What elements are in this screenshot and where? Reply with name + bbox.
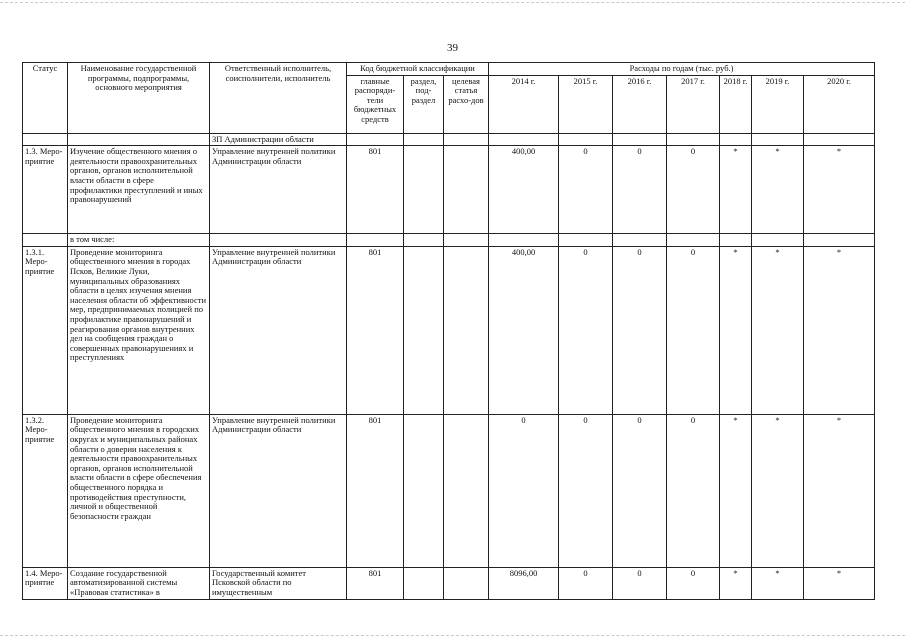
row-value-2019: * (752, 414, 804, 567)
bottom-border-line (0, 635, 905, 636)
row-status: 1.3. Меро-приятие (23, 146, 68, 234)
row-value-2017: 0 (667, 567, 720, 599)
row-value-2015: 0 (559, 246, 613, 414)
row-value-2016: 0 (613, 414, 667, 567)
header-csr: целевая статья расхо-дов (444, 75, 489, 133)
top-border-line (0, 2, 905, 3)
table-row (23, 567, 875, 599)
header-name: Наименование государственной программы, подпрограммы, основного мероприятия (68, 63, 210, 134)
row-status: 1.3.1. Меро-приятие (23, 246, 68, 414)
row-value-2020: * (804, 246, 875, 414)
row-value-2017: 0 (667, 246, 720, 414)
table-row (23, 146, 875, 234)
row-name: Изучение общественного мнения о деятельности правоохранительных органов, органов исполнительной власти области в сфере профилактики преступлений и иных правонарушений (68, 146, 210, 234)
row-value-2016: 0 (613, 146, 667, 234)
row-grbs: 801 (347, 567, 404, 599)
header-year-2018: 2018 г. (720, 75, 752, 133)
row-value-2018: * (720, 146, 752, 234)
row-value-2019: * (752, 146, 804, 234)
header-row-1 (23, 63, 875, 76)
header-grbs: главные распоряди-тели бюджетных средств (347, 75, 404, 133)
table-row (23, 246, 875, 414)
row-value-2018: * (720, 246, 752, 414)
row-executor: Государственный комитет Псковской области по имущественным (210, 567, 347, 599)
in-that-number-row (23, 234, 875, 247)
row-status: 1.3.2. Меро-приятие (23, 414, 68, 567)
page-number: 39 (447, 42, 458, 54)
row-value-2018: * (720, 414, 752, 567)
row-value-2014: 400,00 (489, 146, 559, 234)
row-value-2014: 400,00 (489, 246, 559, 414)
in-that-number-text: в том числе: (68, 234, 210, 247)
header-executor: Ответственный исполнитель, соисполнители, исполнитель (210, 63, 347, 134)
row-value-2017: 0 (667, 146, 720, 234)
row-value-2015: 0 (559, 414, 613, 567)
row-status: 1.4. Меро-приятие (23, 567, 68, 599)
carry-over-text: ЗП Администрации области (210, 133, 347, 146)
row-grbs: 801 (347, 146, 404, 234)
row-value-2014: 8096,00 (489, 567, 559, 599)
header-status: Статус (23, 63, 68, 134)
row-executor: Управление внутренней политики Администрации области (210, 146, 347, 234)
row-value-2016: 0 (613, 567, 667, 599)
table-row (23, 414, 875, 567)
row-value-2015: 0 (559, 146, 613, 234)
row-executor: Управление внутренней политики Администрации области (210, 414, 347, 567)
row-grbs: 801 (347, 414, 404, 567)
row-name: Проведение мониторинга общественного мнения в городах Псков, Великие Луки, муниципальных образованиях области в целях изучения мнения населения области об эффективности мер, предпринимаемых полицией по профилактике правонарушений и реагирования органов внутренних дел на сообщения граждан о совершенных правонарушениях и преступлениях (68, 246, 210, 414)
header-rzpr: раздел, под-раздел (404, 75, 444, 133)
row-value-2016: 0 (613, 246, 667, 414)
header-year-2016: 2016 г. (613, 75, 667, 133)
header-expenses: Расходы по годам (тыс. руб.) (489, 63, 875, 76)
budget-table (22, 62, 875, 600)
row-value-2020: * (804, 567, 875, 599)
row-value-2015: 0 (559, 567, 613, 599)
header-budget-code: Код бюджетной классификации (347, 63, 489, 76)
header-year-2017: 2017 г. (667, 75, 720, 133)
row-executor: Управление внутренней политики Администрации области (210, 246, 347, 414)
row-name: Создание государственной автоматизированной системы «Правовая статистика» в (68, 567, 210, 599)
row-name: Проведение мониторинга общественного мнения в городских округах и муниципальных районах области о доверии населения к деятельности правоохранительных органов, органов исполнительной власти области в сфере обеспечения общественного порядка и противодействия преступности, личной и общественной безопасности граждан (68, 414, 210, 567)
row-value-2020: * (804, 414, 875, 567)
header-year-2019: 2019 г. (752, 75, 804, 133)
header-year-2014: 2014 г. (489, 75, 559, 133)
row-value-2019: * (752, 246, 804, 414)
carry-over-row (23, 133, 875, 146)
row-value-2018: * (720, 567, 752, 599)
header-year-2020: 2020 г. (804, 75, 875, 133)
header-year-2015: 2015 г. (559, 75, 613, 133)
row-value-2014: 0 (489, 414, 559, 567)
row-grbs: 801 (347, 246, 404, 414)
row-value-2020: * (804, 146, 875, 234)
row-value-2017: 0 (667, 414, 720, 567)
row-value-2019: * (752, 567, 804, 599)
